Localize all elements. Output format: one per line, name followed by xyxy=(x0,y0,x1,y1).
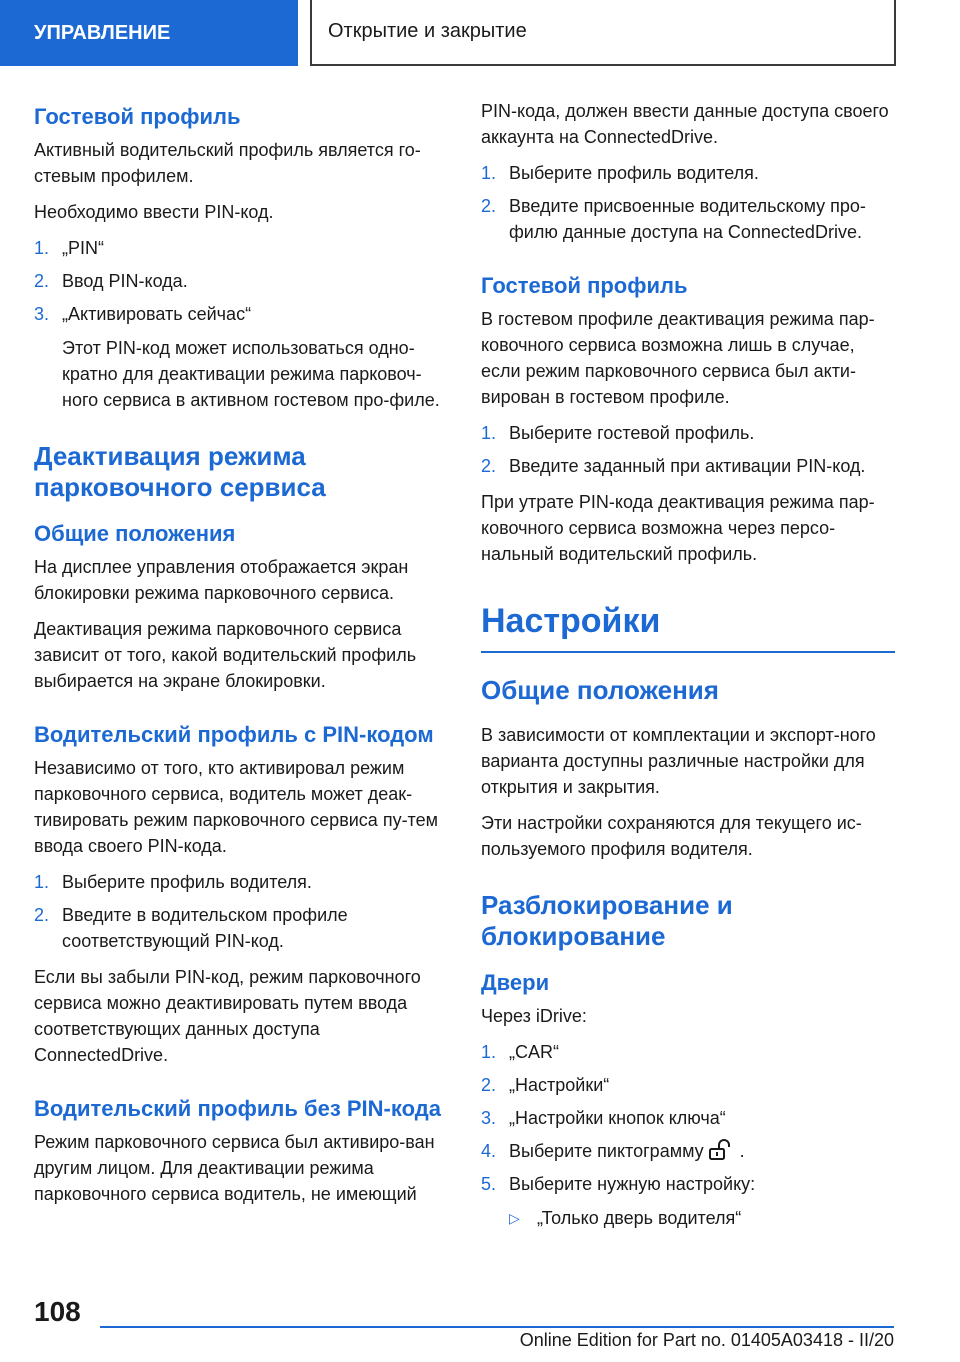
footer-divider xyxy=(100,1326,894,1328)
no-pin-profile-heading: Водительский профиль без PIN-кода xyxy=(34,1096,441,1121)
settings-general-heading: Общие положения xyxy=(481,675,719,705)
general-heading: Общие положения xyxy=(34,521,236,546)
numbered-list xyxy=(481,420,895,479)
step-number: 2. xyxy=(481,1075,497,1095)
list-item xyxy=(481,420,895,446)
footer-edition: Online Edition for Part no. 01405A03418 - II/20 xyxy=(519,1330,894,1350)
step-text: Выберите пиктограмму xyxy=(509,1141,704,1161)
step-number: 3. xyxy=(481,1108,497,1128)
numbered-list xyxy=(481,1039,895,1231)
step-number: 3. xyxy=(34,304,50,324)
list-item xyxy=(481,1105,895,1131)
step-text: Введите заданный при активации PIN-код. xyxy=(509,456,866,476)
step-text: „CAR“ xyxy=(509,1042,559,1062)
paragraph: Через iDrive: xyxy=(481,1006,587,1026)
step-number: 1. xyxy=(34,872,50,892)
guest-profile-heading-2: Гостевой профиль xyxy=(481,273,688,298)
paragraph: Режим парковочного сервиса был активиро-ван другим лицом. Для деактивации режима парковочного сервиса водитель, не имеющий xyxy=(34,1132,435,1204)
triangle-bullet-icon: ▷ xyxy=(509,1210,520,1226)
step-number: 1. xyxy=(34,238,50,258)
numbered-list xyxy=(34,869,448,954)
list-item xyxy=(34,902,448,954)
list-item xyxy=(481,1072,895,1098)
paragraph: Активный водительский профиль является го-стевым профилем. xyxy=(34,140,421,186)
step-text: „Настройки кнопок ключа“ xyxy=(509,1108,726,1128)
step-number: 2. xyxy=(34,905,50,925)
deactivation-heading: Деактивация режима парковочного сервиса xyxy=(34,441,326,502)
sub-list xyxy=(509,1205,895,1231)
step-number: 1. xyxy=(481,1042,497,1062)
step-text: Выберите профиль водителя. xyxy=(509,163,759,183)
step-number: 5. xyxy=(481,1174,497,1194)
paragraph: Независимо от того, кто активировал режим парковочного сервиса, водитель может деак-тивировать режим парковочного сервиса пу-тем ввода своего PIN-кода. xyxy=(34,758,438,856)
section-tab: УПРАВЛЕНИЕ xyxy=(0,0,298,66)
lock-unlock-heading: Разблокирование и блокирование xyxy=(481,890,733,951)
step-text: „PIN“ xyxy=(62,238,104,258)
page-header xyxy=(0,0,960,66)
page-number: 108 xyxy=(34,1296,81,1327)
list-item xyxy=(34,301,448,413)
chapter-title: Открытие и закрытие xyxy=(310,0,896,66)
list-item xyxy=(481,1138,895,1164)
list-item xyxy=(481,453,895,479)
step-number: 4. xyxy=(481,1141,497,1161)
step-text: Выберите гостевой профиль. xyxy=(509,423,755,443)
paragraph: Если вы забыли PIN-код, режим парковочного сервиса можно деактивировать путем ввода соответствующих данных доступа ConnectedDrive. xyxy=(34,967,421,1065)
step-text: Введите в водительском профиле соответствующий PIN-код. xyxy=(62,905,348,951)
doors-heading: Двери xyxy=(481,970,550,995)
paragraph: На дисплее управления отображается экран блокировки режима парковочного сервиса. xyxy=(34,557,409,603)
step-text: „Настройки“ xyxy=(509,1075,610,1095)
step-text: Введите присвоенные водительскому про-филю данные доступа на ConnectedDrive. xyxy=(509,196,866,242)
step-text: Выберите нужную настройку: xyxy=(509,1174,756,1194)
unlock-icon xyxy=(708,1139,734,1161)
list-item xyxy=(34,268,448,294)
right-column xyxy=(481,98,895,1241)
paragraph: Деактивация режима парковочного сервиса зависит от того, какой водительский профиль выбирается на экране блокировки. xyxy=(34,619,417,691)
list-item xyxy=(34,869,448,895)
list-item xyxy=(481,193,895,245)
list-item xyxy=(481,1171,895,1231)
settings-heading: Настройки xyxy=(481,601,895,653)
paragraph: В гостевом профиле деактивация режима пар-ковочного сервиса возможна лишь в случае, если режим парковочного сервиса был акти-вирован в гостевом профиле. xyxy=(481,309,875,407)
step-number: 2. xyxy=(34,271,50,291)
paragraph: Эти настройки сохраняются для текущего ис-пользуемого профиля водителя. xyxy=(481,813,862,859)
left-column xyxy=(34,98,448,1217)
step-number: 2. xyxy=(481,196,497,216)
numbered-list xyxy=(34,235,448,413)
step-end: . xyxy=(739,1141,745,1161)
paragraph: PIN-кода, должен ввести данные доступа своего аккаунта на ConnectedDrive. xyxy=(481,101,889,147)
step-number: 1. xyxy=(481,423,497,443)
step-number: 1. xyxy=(481,163,497,183)
step-note: Этот PIN-код может использоваться одно-кратно для деактивации режима парковоч-ного сервиса в активном гостевом про-филе. xyxy=(62,338,440,410)
sub-item-text: „Только дверь водителя“ xyxy=(537,1208,742,1228)
paragraph: Необходимо ввести PIN-код. xyxy=(34,202,274,222)
pin-profile-heading: Водительский профиль с PIN-кодом xyxy=(34,722,434,747)
numbered-list xyxy=(481,160,895,245)
step-text: „Активировать сейчас“ xyxy=(62,304,252,324)
step-text: Выберите профиль водителя. xyxy=(62,872,312,892)
paragraph: При утрате PIN-кода деактивация режима пар-ковочного сервиса возможна через персо-нальный водительский профиль. xyxy=(481,492,875,564)
paragraph: В зависимости от комплектации и экспорт-ного варианта доступны различные настройки для открытия и закрытия. xyxy=(481,725,876,797)
list-item xyxy=(481,160,895,186)
sub-list-item xyxy=(509,1205,895,1231)
guest-profile-heading: Гостевой профиль xyxy=(34,104,241,129)
step-number: 2. xyxy=(481,456,497,476)
list-item xyxy=(481,1039,895,1065)
step-text: Ввод PIN-кода. xyxy=(62,271,188,291)
list-item xyxy=(34,235,448,261)
